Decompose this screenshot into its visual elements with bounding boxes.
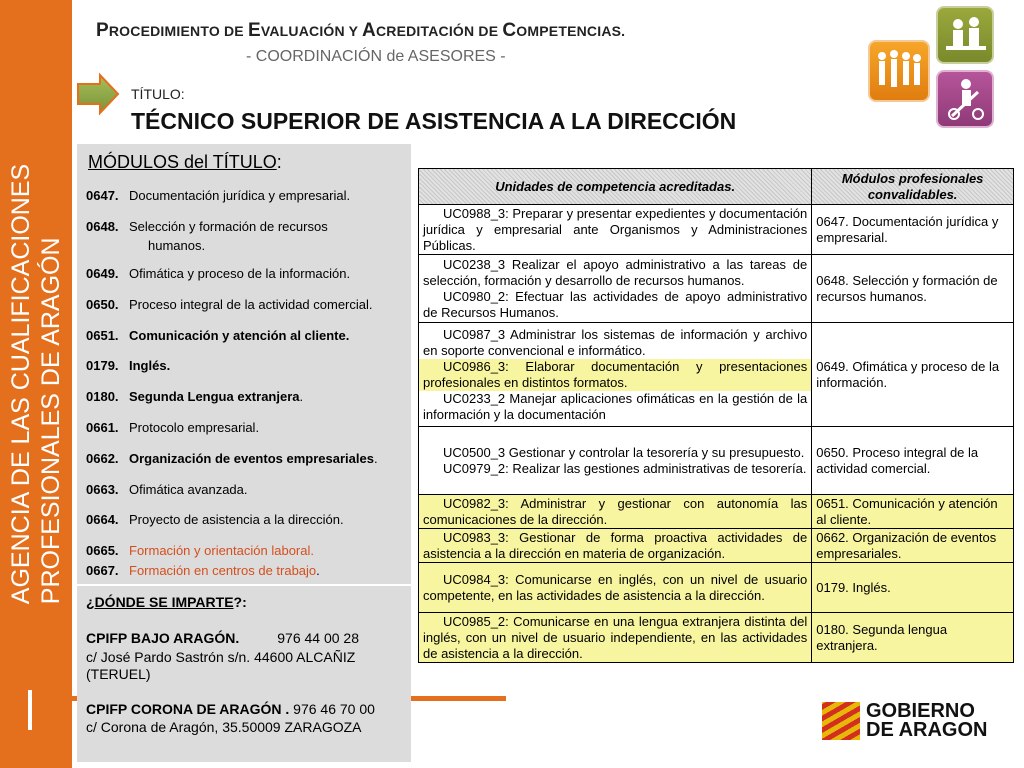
table-row-highlight [419,495,1014,529]
gobierno-aragon-logo [822,702,1002,742]
units-cell: UC0985_2: Comunicarse en una lengua extranjera distinta del inglés, con un nivel de usuario independiente, en las actividades de asistencia a la dirección. [419,613,812,663]
center2-line: CPIFP CORONA DE ARAGÓN . 976 46 70 00 [86,701,375,717]
module-cell: 0651. Comunicación y atención al cliente. [812,495,1014,529]
module-item: 0662. Organización de eventos empresariales. [86,451,378,466]
module-item: 0664. Proyecto de asistencia a la dirección. [86,512,344,527]
side-white-mark [28,690,32,730]
table-row-highlight [419,613,1014,663]
logo-line2: DE ARAGON [866,719,988,741]
units-cell: UC0982_3: Administrar y gestionar con autonomía las comunicaciones de la dirección. [419,495,812,529]
table-row [419,427,1014,495]
page-title: TÉCNICO SUPERIOR DE ASISTENCIA A LA DIRECCIÓN [131,108,737,134]
worker-tools-icon [936,70,994,128]
titulo-label: TÍTULO: [131,86,185,102]
units-cell: UC0984_3: Comunicarse en inglés, con un nivel de usuario competente, en las actividades de asistencia a la dirección. [419,563,812,613]
module-cell: 0650. Proceso integral de la actividad comercial. [812,427,1014,495]
procedure-title: PROCEDIMIENTO DE EVALUACIÓN Y ACREDITACIÓN DE COMPETENCIAS. [96,20,626,41]
module-cell: 0180. Segunda lengua extranjera. [812,613,1014,663]
module-item: 0180. Segunda Lengua extranjera. [86,389,304,404]
competency-table [418,168,1014,663]
modules-heading: MÓDULOS del TÍTULO: [88,152,282,172]
module-item: 0649. Ofimática y proceso de la información. [86,266,351,281]
module-item: 0650. Proceso integral de la actividad comercial. [86,297,373,312]
module-item: 0651. Comunicación y atención al cliente. [86,328,350,343]
coordination-subtitle: - COORDINACIÓN de ASESORES - [246,48,506,65]
table-row-highlight [419,529,1014,563]
module-item: 0661. Protocolo empresarial. [86,420,260,435]
table-header-row [419,169,1014,205]
units-cell: UC0983_3: Gestionar de forma proactiva actividades de asistencia a la dirección en materia de organización. [419,529,812,563]
units-cell: UC0238_3 Realizar el apoyo administrativo a las tareas de selección, formación y desarrollo de recursos humanos. UC0980_2: Efectuar las actividades de apoyo administrativo de Recursos Humanos. [419,255,812,323]
agency-name-line1: AGENCIA DE LAS CUALIFICACIONES [7,163,35,605]
people-meeting-icon [936,6,994,64]
module-cell: 0648. Selección y formación de recursos humanos. [812,255,1014,323]
module-item: 0663. Ofimática avanzada. [86,482,248,497]
table-row [419,205,1014,255]
module-item: 0665. Formación y orientación laboral. [86,543,314,558]
group-people-icon [868,40,930,102]
center2-address: c/ Corona de Aragón, 35.50009 ZARAGOZA [86,719,362,735]
table-row [419,255,1014,323]
module-cell: 0179. Inglés. [812,563,1014,613]
center1-city: (TERUEL) [86,666,151,682]
module-item: 0647. Documentación jurídica y empresarial. [86,188,351,203]
col-header-units: Unidades de competencia acreditadas. [419,169,812,205]
module-item: 0667. Formación en centros de trabajo. [86,563,320,578]
arrow-right-icon [76,72,120,116]
module-cell: 0662. Organización de eventos empresariales. [812,529,1014,563]
module-item: 0179. Inglés. [86,358,171,373]
module-item-cont: humanos. [148,238,206,253]
col-header-modules: Módulos profesionales convalidables. [812,169,1014,205]
agency-name [4,0,68,768]
aragon-flag-icon [822,702,860,740]
table-row [419,323,1014,427]
logo-line1: GOBIERNO [866,700,975,722]
units-highlight: UC0986_3: Elaborar documentación y presentaciones profesionales en distintos formatos. [419,359,811,391]
units-cell: UC0500_3 Gestionar y controlar la tesorería y su presupuesto. UC0979_2: Realizar las gestiones administrativas de tesorería. [419,427,812,495]
units-cell: UC0988_3: Preparar y presentar expedientes y documentación jurídica y empresarial ante Organismos y Administraciones Públicas. [419,205,812,255]
agency-name-line2: PROFESIONALES DE ARAGÓN [37,237,65,605]
where-heading: ¿DÓNDE SE IMPARTE?: [86,594,247,610]
module-cell: 0649. Ofimática y proceso de la información. [812,323,1014,427]
center1-address: c/ José Pardo Sastrón s/n. 44600 ALCAÑIZ [86,649,356,665]
units-cell: UC0987_3 Administrar los sistemas de información y archivo en soporte convencional e informático. UC0986_3: Elaborar documentación y presentaciones profesionales en distintos formatos. UC0233_2 Manejar aplicaciones ofimáticas en la gestión de la información y la documentación [419,323,812,427]
module-item: 0648. Selección y formación de recursos [86,219,328,234]
table-row-highlight [419,563,1014,613]
module-cell: 0647. Documentación jurídica y empresarial. [812,205,1014,255]
center1-line: CPIFP BAJO ARAGÓN. 976 44 00 28 [86,630,359,646]
